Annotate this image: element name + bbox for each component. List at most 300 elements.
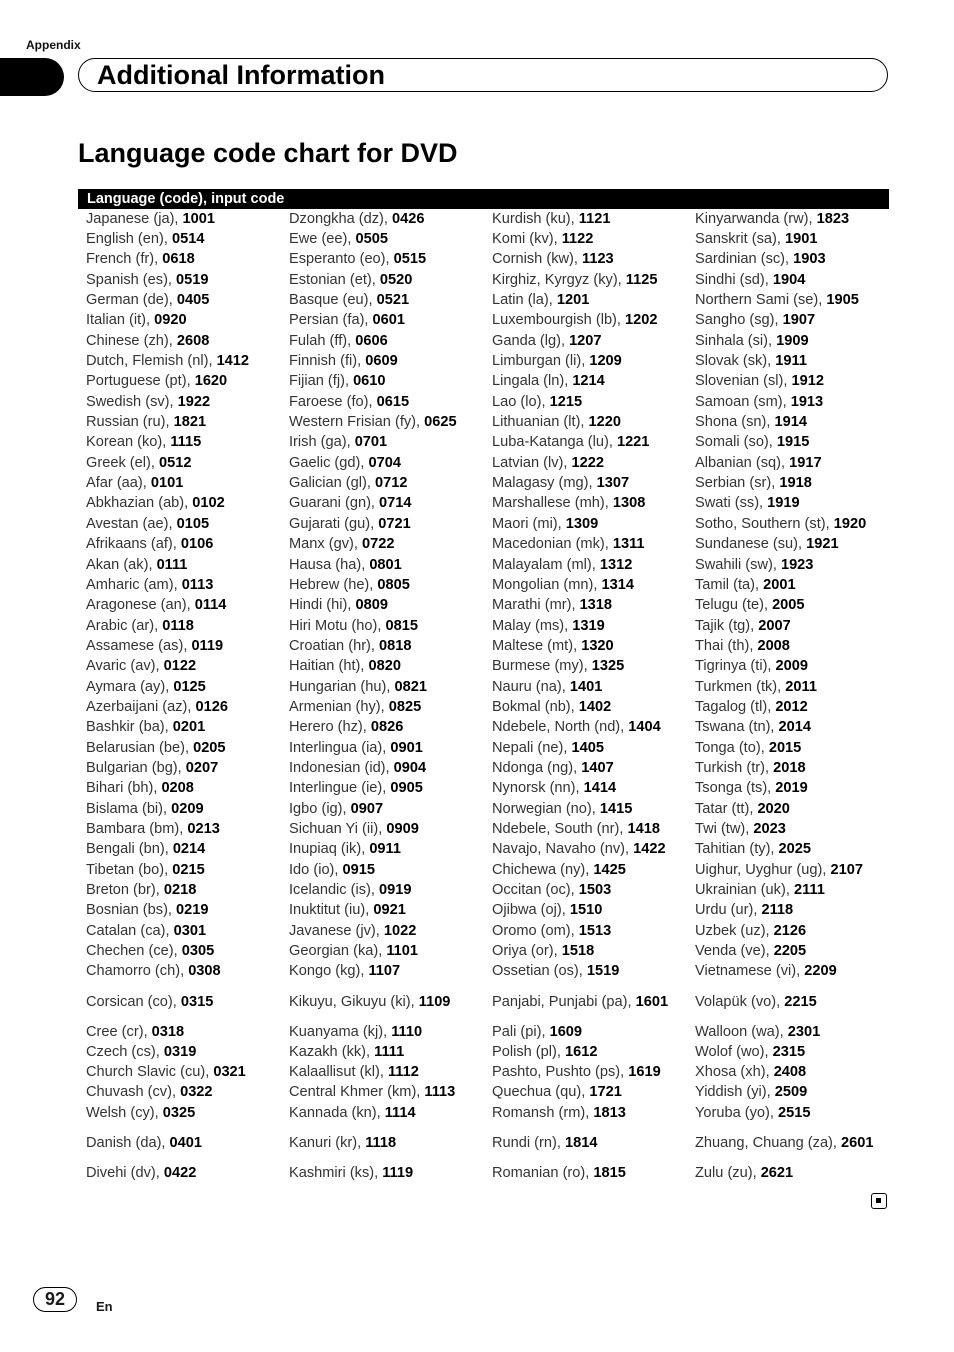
language-entry bbox=[289, 840, 485, 860]
language-input-code: 1905 bbox=[826, 292, 859, 309]
language-input-code: 2301 bbox=[787, 1023, 821, 1040]
language-entry bbox=[492, 921, 688, 941]
language-input-code: 0821 bbox=[394, 678, 427, 695]
language-entry bbox=[289, 799, 485, 819]
language-input-code: 0712 bbox=[374, 475, 408, 492]
language-entry bbox=[695, 738, 891, 758]
language-input-code: 0920 bbox=[154, 312, 187, 329]
language-entry bbox=[492, 718, 688, 738]
language-entry bbox=[86, 677, 282, 697]
language-name: Sichuan Yi (ii), bbox=[289, 820, 387, 837]
language-name: Chichewa (ny), bbox=[492, 861, 594, 878]
language-name: Fijian (fj), bbox=[289, 373, 354, 390]
language-name: Javanese (jv), bbox=[289, 922, 384, 939]
language-input-code: 0105 bbox=[176, 515, 210, 532]
language-name: Malayalam (ml), bbox=[492, 556, 600, 573]
language-entry bbox=[695, 718, 891, 738]
language-name: Kazakh (kk), bbox=[289, 1043, 375, 1060]
language-input-code: 2015 bbox=[768, 739, 802, 756]
language-input-code: 1922 bbox=[177, 393, 211, 410]
language-name: Abkhazian (ab), bbox=[86, 495, 193, 512]
language-input-code: 1112 bbox=[387, 1064, 419, 1081]
language-entry bbox=[289, 514, 485, 534]
language-name: Bihari (bh), bbox=[86, 780, 162, 797]
language-name: Arabic (ar), bbox=[86, 617, 163, 634]
language-entry bbox=[695, 1022, 891, 1042]
language-input-code: 1901 bbox=[785, 231, 818, 248]
language-input-code: 0321 bbox=[213, 1064, 246, 1081]
language-entry bbox=[289, 982, 485, 1022]
language-entry bbox=[289, 657, 485, 677]
language-entry bbox=[695, 1042, 891, 1062]
language-name: Hiri Motu (ho), bbox=[289, 617, 386, 634]
language-input-code: 2215 bbox=[784, 993, 817, 1010]
language-name: Finnish (fi), bbox=[289, 353, 366, 370]
language-input-code: 1107 bbox=[368, 963, 401, 980]
language-name: Catalan (ca), bbox=[86, 922, 174, 939]
language-entry bbox=[492, 1123, 688, 1163]
language-entry bbox=[86, 840, 282, 860]
language-input-code: 0213 bbox=[187, 820, 220, 837]
language-entry bbox=[695, 921, 891, 941]
language-name: Tswana (tn), bbox=[695, 719, 779, 736]
language-input-code: 0101 bbox=[150, 475, 184, 492]
language-name: Chamorro (ch), bbox=[86, 963, 189, 980]
language-name: Igbo (ig), bbox=[289, 800, 351, 817]
language-name: Pashto, Pushto (ps), bbox=[492, 1064, 629, 1081]
language-entry bbox=[289, 677, 485, 697]
language-input-code: 1921 bbox=[806, 536, 839, 553]
language-input-code: 1923 bbox=[780, 556, 814, 573]
language-name: Telugu (te), bbox=[695, 597, 773, 614]
language-input-code: 0907 bbox=[350, 800, 384, 817]
language-name: Kannada (kn), bbox=[289, 1104, 385, 1121]
language-name: Quechua (qu), bbox=[492, 1084, 590, 1101]
language-entry bbox=[492, 412, 688, 432]
language-entry bbox=[86, 921, 282, 941]
language-name: Macedonian (mk), bbox=[492, 536, 613, 553]
language-name: Western Frisian (fy), bbox=[289, 414, 425, 431]
language-entry bbox=[695, 270, 891, 290]
language-input-code: 0215 bbox=[172, 861, 205, 878]
language-name: Bosnian (bs), bbox=[86, 902, 177, 919]
language-input-code: 0815 bbox=[385, 617, 418, 634]
language-entry bbox=[492, 657, 688, 677]
language-entry bbox=[86, 1022, 282, 1042]
language-name: Malay (ms), bbox=[492, 617, 573, 634]
language-entry bbox=[695, 1062, 891, 1082]
language-input-code: 0520 bbox=[379, 271, 413, 288]
language-input-code: 0308 bbox=[188, 963, 221, 980]
language-entry bbox=[492, 616, 688, 636]
language-entry bbox=[695, 840, 891, 860]
language-input-code: 1001 bbox=[182, 210, 216, 227]
language-entry bbox=[695, 799, 891, 819]
language-entry bbox=[492, 880, 688, 900]
language-name: Aragonese (an), bbox=[86, 597, 195, 614]
language-input-code: 0606 bbox=[355, 332, 388, 349]
language-input-code: 0401 bbox=[169, 1134, 203, 1151]
language-input-code: 2111 bbox=[793, 882, 825, 899]
language-entry bbox=[289, 555, 485, 575]
language-input-code: 0514 bbox=[171, 231, 205, 248]
language-input-code: 0704 bbox=[368, 454, 401, 471]
language-name: Latvian (lv), bbox=[492, 454, 572, 471]
language-name: Kirghiz, Kyrgyz (ky), bbox=[492, 271, 626, 288]
language-input-code: 0207 bbox=[185, 759, 219, 776]
language-entry bbox=[86, 514, 282, 534]
language-entry bbox=[289, 697, 485, 717]
language-entry bbox=[86, 657, 282, 677]
language-input-code: 0405 bbox=[176, 292, 210, 309]
language-name: Bashkir (ba), bbox=[86, 719, 173, 736]
language-input-code: 2008 bbox=[757, 637, 790, 654]
language-name: Bislama (bi), bbox=[86, 800, 172, 817]
table-column bbox=[289, 209, 485, 1183]
language-input-code: 1503 bbox=[578, 882, 612, 899]
language-name: Mongolian (mn), bbox=[492, 576, 602, 593]
language-name: Slovenian (sl), bbox=[695, 373, 792, 390]
language-entry bbox=[86, 1123, 282, 1163]
language-input-code: 1309 bbox=[565, 515, 599, 532]
language-entry bbox=[86, 758, 282, 778]
language-name: Occitan (oc), bbox=[492, 882, 579, 899]
language-name: Danish (da), bbox=[86, 1134, 170, 1151]
language-name: Marshallese (mh), bbox=[492, 495, 613, 512]
language-entry bbox=[86, 880, 282, 900]
language-name: Irish (ga), bbox=[289, 434, 355, 451]
language-entry bbox=[86, 596, 282, 616]
language-entry bbox=[289, 636, 485, 656]
language-entry bbox=[289, 1123, 485, 1163]
language-name: Kinyarwanda (rw), bbox=[695, 210, 817, 227]
language-input-code: 1917 bbox=[789, 454, 822, 471]
language-name: Afar (aa), bbox=[86, 475, 151, 492]
language-name: Kanuri (kr), bbox=[289, 1134, 366, 1151]
language-entry bbox=[492, 1022, 688, 1042]
language-entry bbox=[695, 535, 891, 555]
language-name: Spanish (es), bbox=[86, 271, 177, 288]
language-name: Sotho, Southern (st), bbox=[695, 515, 834, 532]
language-entry bbox=[695, 697, 891, 717]
language-name: Limburgan (li), bbox=[492, 353, 590, 370]
language-name: Bambara (bm), bbox=[86, 820, 188, 837]
language-entry bbox=[289, 331, 485, 351]
language-name: Oromo (om), bbox=[492, 922, 579, 939]
language-entry bbox=[492, 1042, 688, 1062]
language-name: Malagasy (mg), bbox=[492, 475, 597, 492]
chapter-title: Additional Information bbox=[97, 60, 385, 90]
language-entry bbox=[289, 494, 485, 514]
table-column bbox=[492, 209, 688, 1183]
language-entry bbox=[86, 270, 282, 290]
language-entry bbox=[695, 1103, 891, 1123]
language-input-code: 1125 bbox=[625, 271, 658, 288]
language-name: Vietnamese (vi), bbox=[695, 963, 805, 980]
language-name: Burmese (my), bbox=[492, 658, 592, 675]
language-entry bbox=[695, 758, 891, 778]
language-name: Thai (th), bbox=[695, 637, 758, 654]
language-input-code: 0909 bbox=[386, 820, 419, 837]
language-entry bbox=[695, 636, 891, 656]
language-name: Dutch, Flemish (nl), bbox=[86, 353, 217, 370]
language-name: Russian (ru), bbox=[86, 414, 174, 431]
language-name: Afrikaans (af), bbox=[86, 536, 181, 553]
language-name: Tigrinya (ti), bbox=[695, 658, 776, 675]
language-entry bbox=[492, 311, 688, 331]
language-name: Zulu (zu), bbox=[695, 1164, 761, 1181]
language-name: Hausa (ha), bbox=[289, 556, 370, 573]
language-input-code: 1202 bbox=[625, 312, 658, 329]
language-entry bbox=[492, 229, 688, 249]
language-name: Twi (tw), bbox=[695, 820, 754, 837]
language-entry bbox=[695, 290, 891, 310]
language-name: Breton (br), bbox=[86, 882, 164, 899]
language-entry bbox=[695, 351, 891, 371]
language-entry bbox=[695, 209, 891, 229]
language-input-code: 0919 bbox=[379, 882, 412, 899]
language-entry bbox=[86, 1083, 282, 1103]
language-entry bbox=[86, 351, 282, 371]
language-input-code: 1601 bbox=[635, 993, 669, 1010]
language-entry bbox=[289, 1042, 485, 1062]
language-name: Swati (ss), bbox=[695, 495, 768, 512]
language-entry bbox=[86, 412, 282, 432]
language-name: Bokmal (nb), bbox=[492, 698, 579, 715]
language-input-code: 1022 bbox=[383, 922, 417, 939]
language-input-code: 1319 bbox=[572, 617, 605, 634]
language-input-code: 1402 bbox=[578, 698, 612, 715]
language-name: Zhuang, Chuang (za), bbox=[695, 1134, 842, 1151]
language-input-code: 1101 bbox=[386, 943, 419, 960]
language-entry bbox=[492, 1062, 688, 1082]
language-input-code: 1821 bbox=[173, 414, 207, 431]
language-entry bbox=[695, 433, 891, 453]
language-input-code: 1609 bbox=[549, 1023, 583, 1040]
language-name: Italian (it), bbox=[86, 312, 155, 329]
language-entry bbox=[86, 372, 282, 392]
language-name: Nauru (na), bbox=[492, 678, 570, 695]
language-entry bbox=[289, 1062, 485, 1082]
language-input-code: 0818 bbox=[379, 637, 412, 654]
language-input-code: 0609 bbox=[365, 353, 398, 370]
language-entry bbox=[492, 372, 688, 392]
language-entry bbox=[492, 901, 688, 921]
language-entry bbox=[86, 1062, 282, 1082]
language-input-code: 1118 bbox=[365, 1134, 397, 1151]
language-name: Norwegian (no), bbox=[492, 800, 600, 817]
language-name: German (de), bbox=[86, 292, 177, 309]
language-name: Somali (so), bbox=[695, 434, 777, 451]
language-entry bbox=[492, 941, 688, 961]
language-name: Aymara (ay), bbox=[86, 678, 174, 695]
language-name: Uzbek (uz), bbox=[695, 922, 774, 939]
language-entry bbox=[695, 1123, 891, 1163]
language-input-code: 2012 bbox=[775, 698, 808, 715]
language-entry bbox=[492, 209, 688, 229]
language-entry bbox=[86, 697, 282, 717]
language-name: Ganda (lg), bbox=[492, 332, 570, 349]
language-entry bbox=[492, 290, 688, 310]
language-name: Sundanese (su), bbox=[695, 536, 807, 553]
language-input-code: 0322 bbox=[180, 1084, 213, 1101]
language-input-code: 0901 bbox=[390, 739, 423, 756]
language-input-code: 2118 bbox=[761, 902, 794, 919]
language-name: Lingala (ln), bbox=[492, 373, 573, 390]
language-name: Maori (mi), bbox=[492, 515, 566, 532]
language-input-code: 1122 bbox=[561, 231, 594, 248]
language-name: English (en), bbox=[86, 231, 172, 248]
language-entry bbox=[695, 982, 891, 1022]
language-entry bbox=[289, 372, 485, 392]
language-name: Armenian (hy), bbox=[289, 698, 389, 715]
language-name: Yiddish (yi), bbox=[695, 1084, 775, 1101]
language-name: Cornish (kw), bbox=[492, 251, 583, 268]
language-entry bbox=[492, 779, 688, 799]
language-entry bbox=[289, 1083, 485, 1103]
language-name: Kikuyu, Gikuyu (ki), bbox=[289, 993, 419, 1010]
language-input-code: 0208 bbox=[161, 780, 194, 797]
language-input-code: 1123 bbox=[582, 251, 614, 268]
language-entry bbox=[289, 290, 485, 310]
language-input-code: 0125 bbox=[173, 678, 206, 695]
language-input-code: 0921 bbox=[373, 902, 406, 919]
language-entry bbox=[492, 799, 688, 819]
language-input-code: 2515 bbox=[778, 1104, 811, 1121]
language-entry bbox=[86, 901, 282, 921]
language-input-code: 1121 bbox=[578, 210, 611, 227]
language-name: Avestan (ae), bbox=[86, 515, 177, 532]
language-name: Swedish (sv), bbox=[86, 393, 178, 410]
language-input-code: 2019 bbox=[775, 780, 808, 797]
language-input-code: 0305 bbox=[181, 943, 215, 960]
language-name: Romanian (ro), bbox=[492, 1164, 594, 1181]
language-name: Urdu (ur), bbox=[695, 902, 762, 919]
language-input-code: 1114 bbox=[384, 1104, 416, 1121]
language-input-code: 1918 bbox=[779, 475, 812, 492]
section-tab-marker bbox=[0, 58, 64, 96]
language-entry bbox=[86, 941, 282, 961]
language-input-code: 1814 bbox=[565, 1134, 598, 1151]
language-input-code: 0801 bbox=[369, 556, 402, 573]
language-input-code: 2025 bbox=[778, 841, 812, 858]
language-input-code: 1222 bbox=[571, 454, 604, 471]
language-input-code: 1915 bbox=[776, 434, 810, 451]
language-entry bbox=[492, 1083, 688, 1103]
language-input-code: 0205 bbox=[193, 739, 226, 756]
language-name: Bulgarian (bg), bbox=[86, 759, 186, 776]
language-input-code: 0201 bbox=[172, 719, 206, 736]
language-entry bbox=[289, 392, 485, 412]
language-input-code: 1513 bbox=[578, 922, 612, 939]
language-input-code: 1823 bbox=[816, 210, 850, 227]
language-entry bbox=[695, 616, 891, 636]
language-name: Swahili (sw), bbox=[695, 556, 781, 573]
language-name: Faroese (fo), bbox=[289, 393, 377, 410]
language-entry bbox=[86, 636, 282, 656]
language-name: Georgian (ka), bbox=[289, 943, 387, 960]
language-entry bbox=[492, 697, 688, 717]
language-entry bbox=[695, 392, 891, 412]
language-input-code: 0319 bbox=[163, 1043, 197, 1060]
language-entry bbox=[695, 962, 891, 982]
language-input-code: 2014 bbox=[778, 719, 812, 736]
language-entry bbox=[492, 860, 688, 880]
language-name: Estonian (et), bbox=[289, 271, 380, 288]
language-name: Hebrew (he), bbox=[289, 576, 378, 593]
language-input-code: 1209 bbox=[589, 353, 622, 370]
language-input-code: 1919 bbox=[767, 495, 800, 512]
language-name: Rundi (rn), bbox=[492, 1134, 565, 1151]
language-input-code: 2408 bbox=[773, 1064, 807, 1081]
language-entry bbox=[289, 1103, 485, 1123]
language-entry bbox=[86, 229, 282, 249]
language-input-code: 2509 bbox=[774, 1084, 808, 1101]
language-entry bbox=[492, 962, 688, 982]
language-input-code: 1110 bbox=[391, 1023, 423, 1040]
language-input-code: 0505 bbox=[355, 231, 388, 248]
language-input-code: 1518 bbox=[561, 943, 595, 960]
language-entry bbox=[289, 351, 485, 371]
language-name: Northern Sami (se), bbox=[695, 292, 827, 309]
language-input-code: 2126 bbox=[773, 922, 807, 939]
language-input-code: 1911 bbox=[775, 353, 807, 370]
language-name: Belarusian (be), bbox=[86, 739, 194, 756]
language-input-code: 0615 bbox=[376, 393, 410, 410]
language-name: Pali (pi), bbox=[492, 1023, 550, 1040]
language-input-code: 0214 bbox=[172, 841, 206, 858]
language-input-code: 1119 bbox=[382, 1164, 414, 1181]
language-input-code: 1221 bbox=[616, 434, 650, 451]
language-entry bbox=[289, 1163, 485, 1183]
language-entry bbox=[86, 860, 282, 880]
language-entry bbox=[289, 901, 485, 921]
language-entry bbox=[86, 392, 282, 412]
language-entry bbox=[289, 250, 485, 270]
language-name: Maltese (mt), bbox=[492, 637, 582, 654]
language-input-code: 0118 bbox=[162, 617, 194, 634]
language-input-code: 2018 bbox=[773, 759, 806, 776]
page-number: 92 bbox=[33, 1287, 77, 1312]
language-input-code: 1405 bbox=[571, 739, 604, 756]
language-entry bbox=[86, 779, 282, 799]
language-input-code: 1214 bbox=[572, 373, 605, 390]
language-name: Lithuanian (lt), bbox=[492, 414, 589, 431]
language-name: Tagalog (tl), bbox=[695, 698, 776, 715]
language-input-code: 1721 bbox=[589, 1084, 622, 1101]
language-input-code: 0422 bbox=[163, 1164, 197, 1181]
language-entry bbox=[86, 799, 282, 819]
language-entry bbox=[289, 311, 485, 331]
language-name: Tibetan (bo), bbox=[86, 861, 173, 878]
language-name: Tahitian (ty), bbox=[695, 841, 779, 858]
language-input-code: 0911 bbox=[369, 841, 401, 858]
language-name: Panjabi, Punjabi (pa), bbox=[492, 993, 636, 1010]
language-input-code: 2005 bbox=[772, 597, 805, 614]
language-entry bbox=[492, 840, 688, 860]
language-entry bbox=[289, 209, 485, 229]
language-entry bbox=[492, 596, 688, 616]
language-name: Herero (hz), bbox=[289, 719, 371, 736]
language-entry bbox=[289, 616, 485, 636]
language-entry bbox=[86, 209, 282, 229]
language-name: Komi (kv), bbox=[492, 231, 562, 248]
language-entry bbox=[492, 535, 688, 555]
language-name: Hungarian (hu), bbox=[289, 678, 395, 695]
language-entry bbox=[492, 758, 688, 778]
language-entry bbox=[86, 575, 282, 595]
language-entry bbox=[86, 718, 282, 738]
